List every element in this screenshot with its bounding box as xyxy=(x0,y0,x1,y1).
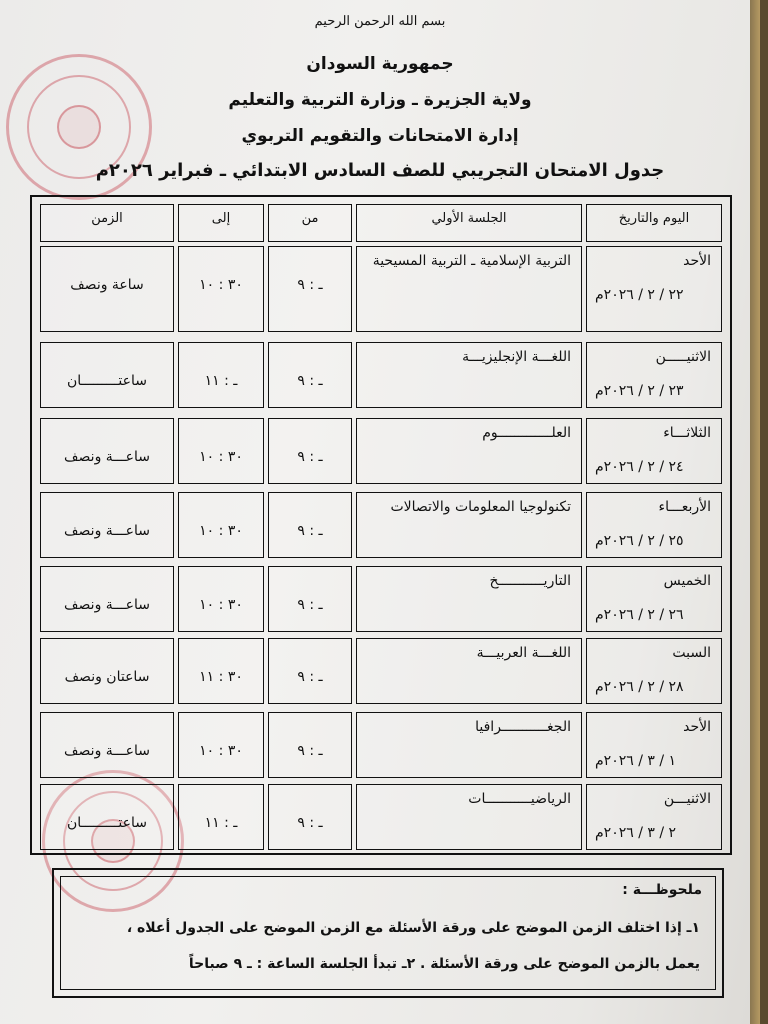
day-label: الاثنيـــن xyxy=(663,791,711,807)
subject-cell xyxy=(356,712,582,778)
to-time: ٣٠ : ١١ xyxy=(199,669,243,685)
header-session-label: الجلسة الأولي xyxy=(431,211,507,226)
from-cell xyxy=(268,712,352,778)
from-time: ـ : ٩ xyxy=(297,449,323,465)
to-cell xyxy=(178,246,264,332)
to-cell xyxy=(178,566,264,632)
to-cell xyxy=(178,638,264,704)
day-date-cell xyxy=(586,342,722,408)
day-label: الأحد xyxy=(683,253,711,269)
to-time: ٣٠ : ١٠ xyxy=(199,743,243,759)
to-cell xyxy=(178,418,264,484)
note-line-1: ١ـ إذا اختلف الزمن الموضح على ورقة الأسئلة مع الزمن الموضح على الجدول أعلاه ، xyxy=(126,920,700,936)
duration-label: ساعـــة ونصف xyxy=(64,523,150,539)
from-time: ـ : ٩ xyxy=(297,523,323,539)
duration-label: ساعتـــــــــان xyxy=(66,815,148,831)
subject-label: اللغـــة الإنجليزيـــة xyxy=(462,349,571,365)
day-label: الثلاثـــاء xyxy=(663,425,711,441)
subject-label: الرياضيـــــــــــات xyxy=(468,791,571,807)
subject-label: اللغـــة العربيـــة xyxy=(476,645,571,661)
to-time: ٣٠ : ١٠ xyxy=(199,449,243,465)
from-time: ـ : ٩ xyxy=(297,669,323,685)
day-label: الأحد xyxy=(683,719,711,735)
subject-cell xyxy=(356,342,582,408)
day-label: الخميس xyxy=(663,573,711,589)
department-title: إدارة الامتحانات والتقويم التربوي xyxy=(241,126,519,146)
subject-label: تكنولوجيا المعلومات والاتصالات xyxy=(390,499,571,515)
ministry-title: ولاية الجزيرة ـ وزارة التربية والتعليم xyxy=(228,90,532,110)
from-time: ـ : ٩ xyxy=(297,815,323,831)
to-time: ٣٠ : ١٠ xyxy=(199,277,243,293)
date-label: ٢٥ / ٢ / ٢٠٢٦م xyxy=(595,533,684,549)
note-line-2: يعمل بالزمن الموضح على ورقة الأسئلة . ٢ـ تبدأ الجلسة الساعة : ـ ٩ صباحاً xyxy=(188,956,700,972)
subject-label: العلـــــــــــــوم xyxy=(482,425,571,441)
to-cell xyxy=(178,342,264,408)
header-to-label: إلى xyxy=(211,211,231,226)
from-cell xyxy=(268,246,352,332)
to-time: ـ : ١١ xyxy=(204,815,238,831)
to-cell xyxy=(178,492,264,558)
day-date-cell xyxy=(586,638,722,704)
subject-cell xyxy=(356,638,582,704)
header-from-label: من xyxy=(301,211,319,226)
day-label: الاثنيـــــن xyxy=(655,349,711,365)
schedule-title: جدول الامتحان التجريبي للصف السادس الابتدائي ـ فبراير ٢٠٢٦م xyxy=(95,160,665,181)
from-cell xyxy=(268,492,352,558)
duration-label: ساعـــة ونصف xyxy=(64,743,150,759)
to-time: ٣٠ : ١٠ xyxy=(199,523,243,539)
day-label: السبت xyxy=(672,645,711,661)
subject-cell xyxy=(356,418,582,484)
from-cell xyxy=(268,342,352,408)
to-time: ٣٠ : ١٠ xyxy=(199,597,243,613)
from-cell xyxy=(268,418,352,484)
header-duration xyxy=(40,204,174,242)
date-label: ٢٣ / ٢ / ٢٠٢٦م xyxy=(595,383,684,399)
from-time: ـ : ٩ xyxy=(297,743,323,759)
day-date-cell xyxy=(586,246,722,332)
duration-label: ساعـــة ونصف xyxy=(64,449,150,465)
day-date-cell xyxy=(586,566,722,632)
date-label: ٢٨ / ٢ / ٢٠٢٦م xyxy=(595,679,684,695)
from-time: ـ : ٩ xyxy=(297,373,323,389)
subject-label: التاريـــــــــــخ xyxy=(489,573,571,589)
duration-label: ساعتان ونصف xyxy=(64,669,150,685)
to-time: ـ : ١١ xyxy=(204,373,238,389)
subject-cell xyxy=(356,566,582,632)
date-label: ٢٦ / ٢ / ٢٠٢٦م xyxy=(595,607,684,623)
from-time: ـ : ٩ xyxy=(297,597,323,613)
date-label: ٢٢ / ٢ / ٢٠٢٦م xyxy=(595,287,684,303)
subject-label: التربية الإسلامية ـ التربية المسيحية xyxy=(372,253,571,269)
paper-edge xyxy=(750,0,760,1024)
date-label: ١ / ٣ / ٢٠٢٦م xyxy=(595,753,677,769)
duration-cell xyxy=(40,712,174,778)
header-day-date xyxy=(586,204,722,242)
from-time: ـ : ٩ xyxy=(297,277,323,293)
header-from xyxy=(268,204,352,242)
from-cell xyxy=(268,566,352,632)
duration-label: ساعـــة ونصف xyxy=(64,597,150,613)
to-cell xyxy=(178,712,264,778)
header-duration-label: الزمن xyxy=(91,211,123,226)
duration-label: ساعتـــــــــان xyxy=(66,373,148,389)
day-date-cell xyxy=(586,784,722,850)
duration-cell xyxy=(40,246,174,332)
from-cell xyxy=(268,784,352,850)
duration-cell xyxy=(40,342,174,408)
from-cell xyxy=(268,638,352,704)
subject-cell xyxy=(356,492,582,558)
duration-cell xyxy=(40,492,174,558)
duration-cell xyxy=(40,638,174,704)
day-label: الأربعـــاء xyxy=(658,499,711,515)
subject-cell xyxy=(356,784,582,850)
country-title: جمهورية السودان xyxy=(306,54,454,74)
subject-label: الجغـــــــــــرافيا xyxy=(475,719,571,735)
header-day-date-label: اليوم والتاريخ xyxy=(618,211,690,226)
date-label: ٢ / ٣ / ٢٠٢٦م xyxy=(595,825,677,841)
subject-cell xyxy=(356,246,582,332)
day-date-cell xyxy=(586,418,722,484)
to-cell xyxy=(178,784,264,850)
header-session xyxy=(356,204,582,242)
duration-label: ساعة ونصف xyxy=(70,277,144,293)
duration-cell xyxy=(40,784,174,850)
notes-title: ملحوظـــة : xyxy=(622,882,702,898)
header-to xyxy=(178,204,264,242)
basmala: بسم الله الرحمن الرحيم xyxy=(314,14,446,29)
duration-cell xyxy=(40,566,174,632)
day-date-cell xyxy=(586,492,722,558)
duration-cell xyxy=(40,418,174,484)
day-date-cell xyxy=(586,712,722,778)
date-label: ٢٤ / ٢ / ٢٠٢٦م xyxy=(595,459,684,475)
